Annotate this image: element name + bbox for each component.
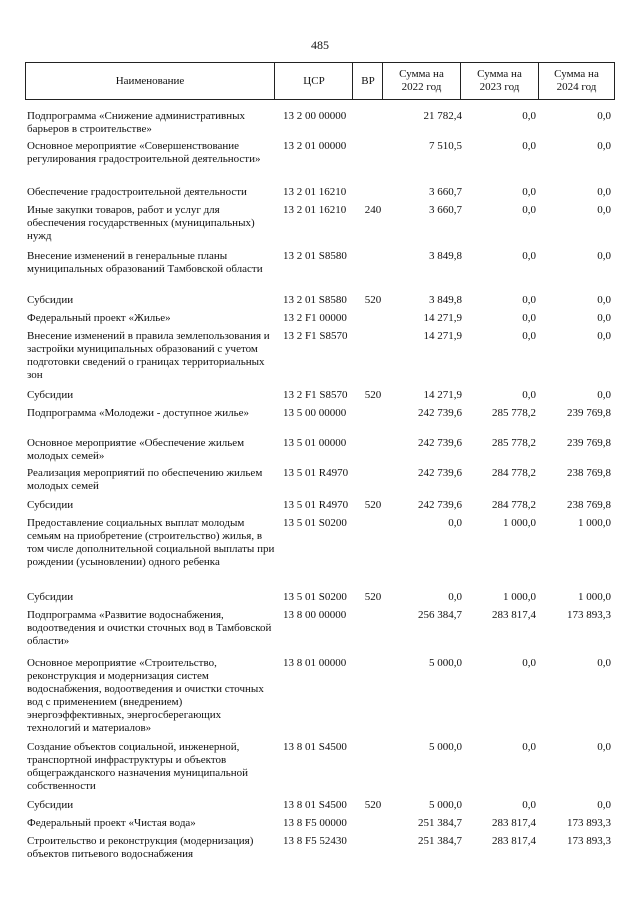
row-sum-2023: 0,0 [522, 204, 536, 216]
row-name: Субсидии [27, 799, 74, 811]
row-vr: 520 [364, 591, 382, 603]
row-csr: 13 5 01 S0200 [283, 517, 347, 529]
row-sum-2023: 0,0 [522, 140, 536, 152]
row-sum-2024: 0,0 [597, 110, 611, 122]
row-sum-2022: 3 660,7 [429, 186, 462, 198]
row-name: Реализация мероприятий по обеспечению жильем молодых семей [27, 467, 263, 492]
row-name: Строительство и реконструкция (модернизация) объектов питьевого водоснабжения [27, 835, 254, 860]
row-csr: 13 8 01 S4500 [283, 799, 347, 811]
row-sum-2024: 0,0 [597, 799, 611, 811]
row-sum-2022: 242 739,6 [418, 467, 462, 479]
header-sum-2024: Сумма на 2024 год [538, 63, 614, 99]
row-sum-2024: 173 893,3 [567, 609, 611, 621]
row-sum-2022: 5 000,0 [429, 799, 462, 811]
row-csr: 13 5 00 00000 [283, 407, 347, 419]
row-name: Федеральный проект «Жилье» [27, 312, 171, 324]
row-sum-2023: 283 817,4 [492, 835, 536, 847]
row-name: Обеспечение градостроительной деятельности [27, 186, 247, 198]
row-sum-2022: 14 271,9 [423, 389, 462, 401]
row-sum-2023: 283 817,4 [492, 609, 536, 621]
row-sum-2023: 284 778,2 [492, 499, 536, 511]
row-csr: 13 8 00 00000 [283, 609, 347, 621]
row-sum-2022: 3 849,8 [429, 250, 462, 262]
row-sum-2022: 0,0 [448, 591, 462, 603]
header-sum-2023: Сумма на 2023 год [460, 63, 538, 99]
row-sum-2022: 256 384,7 [418, 609, 462, 621]
row-sum-2024: 173 893,3 [567, 817, 611, 829]
table-header [25, 62, 615, 100]
row-sum-2022: 251 384,7 [418, 817, 462, 829]
row-sum-2024: 0,0 [597, 140, 611, 152]
page-number: 485 [311, 38, 329, 52]
row-sum-2024: 0,0 [597, 250, 611, 262]
row-sum-2022: 0,0 [448, 517, 462, 529]
row-csr: 13 8 01 00000 [283, 657, 347, 669]
row-sum-2022: 14 271,9 [423, 330, 462, 342]
row-vr: 240 [364, 204, 382, 216]
row-sum-2023: 0,0 [522, 312, 536, 324]
row-sum-2023: 0,0 [522, 330, 536, 342]
row-vr: 520 [364, 499, 382, 511]
row-sum-2022: 7 510,5 [429, 140, 462, 152]
row-name: Основное мероприятие «Совершенствование регулирования градостроительной деятельности» [27, 140, 261, 165]
row-sum-2024: 1 000,0 [578, 591, 611, 603]
row-sum-2024: 0,0 [597, 657, 611, 669]
row-csr: 13 8 01 S4500 [283, 741, 347, 753]
row-sum-2022: 14 271,9 [423, 312, 462, 324]
row-name: Внесение изменений в генеральные планы муниципальных образований Тамбовской области [27, 250, 263, 275]
row-name: Субсидии [27, 591, 74, 603]
row-sum-2024: 0,0 [597, 294, 611, 306]
row-sum-2022: 242 739,6 [418, 437, 462, 449]
row-csr: 13 2 F1 S8570 [283, 330, 348, 342]
row-csr: 13 8 F5 00000 [283, 817, 347, 829]
row-name: Основное мероприятие «Обеспечение жильем молодых семей» [27, 437, 245, 462]
row-sum-2024: 0,0 [597, 330, 611, 342]
row-sum-2022: 3 660,7 [429, 204, 462, 216]
row-sum-2022: 242 739,6 [418, 499, 462, 511]
row-csr: 13 2 00 00000 [283, 110, 347, 122]
header-vr: ВР [352, 63, 383, 99]
row-name: Создание объектов социальной, инженерной, транспортной инфраструктуры и объектов общегражданского назначения муниципальной собственности [27, 741, 249, 792]
row-name: Подпрограмма «Снижение административных барьеров в строительстве» [27, 110, 246, 135]
row-sum-2023: 0,0 [522, 657, 536, 669]
row-csr: 13 5 01 R4970 [283, 467, 349, 479]
row-sum-2024: 238 769,8 [567, 467, 611, 479]
row-sum-2024: 173 893,3 [567, 835, 611, 847]
row-sum-2024: 0,0 [597, 204, 611, 216]
row-csr: 13 5 01 00000 [283, 437, 347, 449]
row-sum-2023: 0,0 [522, 250, 536, 262]
row-sum-2024: 0,0 [597, 389, 611, 401]
row-csr: 13 2 F1 00000 [283, 312, 347, 324]
row-name: Подпрограмма «Развитие водоснабжения, водоотведения и очистки сточных вод в Тамбовской области» [27, 609, 272, 647]
row-sum-2022: 242 739,6 [418, 407, 462, 419]
row-csr: 13 2 F1 S8570 [283, 389, 348, 401]
row-sum-2023: 0,0 [522, 741, 536, 753]
row-sum-2024: 239 769,8 [567, 407, 611, 419]
row-name: Иные закупки товаров, работ и услуг для обеспечения государственных (муниципальных) нужд [27, 204, 255, 242]
header-sum-2022: Сумма на 2022 год [382, 63, 460, 99]
row-sum-2022: 3 849,8 [429, 294, 462, 306]
row-sum-2023: 285 778,2 [492, 437, 536, 449]
row-sum-2023: 1 000,0 [503, 517, 536, 529]
row-sum-2023: 0,0 [522, 186, 536, 198]
row-name: Субсидии [27, 499, 74, 511]
row-name: Федеральный проект «Чистая вода» [27, 817, 196, 829]
row-vr: 520 [364, 389, 382, 401]
row-vr: 520 [364, 294, 382, 306]
row-csr: 13 2 01 00000 [283, 140, 347, 152]
row-sum-2024: 0,0 [597, 312, 611, 324]
row-csr: 13 2 01 S8580 [283, 250, 347, 262]
row-sum-2023: 1 000,0 [503, 591, 536, 603]
row-sum-2024: 238 769,8 [567, 499, 611, 511]
row-sum-2023: 0,0 [522, 110, 536, 122]
row-name: Субсидии [27, 389, 74, 401]
row-csr: 13 2 01 16210 [283, 186, 347, 198]
row-sum-2024: 1 000,0 [578, 517, 611, 529]
row-csr: 13 5 01 S0200 [283, 591, 347, 603]
row-csr: 13 2 01 16210 [283, 204, 347, 216]
row-sum-2022: 5 000,0 [429, 657, 462, 669]
header-name: Наименование [115, 74, 185, 87]
row-sum-2023: 0,0 [522, 799, 536, 811]
row-sum-2022: 5 000,0 [429, 741, 462, 753]
row-sum-2023: 284 778,2 [492, 467, 536, 479]
row-name: Подпрограмма «Молодежи - доступное жилье» [27, 407, 249, 419]
row-csr: 13 8 F5 52430 [283, 835, 347, 847]
row-sum-2024: 239 769,8 [567, 437, 611, 449]
row-vr: 520 [364, 799, 382, 811]
header-csr: ЦСР [274, 63, 353, 99]
row-sum-2023: 0,0 [522, 389, 536, 401]
row-sum-2024: 0,0 [597, 741, 611, 753]
row-name: Основное мероприятие «Строительство, реконструкция и модернизация систем водоснабжения, водоотведения и очистки сточных вод с применением (внедрением) энергоэффективных, энергосберегающих технологий и материалов» [27, 657, 264, 734]
row-name: Субсидии [27, 294, 74, 306]
row-sum-2022: 251 384,7 [418, 835, 462, 847]
row-sum-2022: 21 782,4 [423, 110, 462, 122]
row-sum-2023: 283 817,4 [492, 817, 536, 829]
row-csr: 13 5 01 R4970 [283, 499, 349, 511]
row-sum-2024: 0,0 [597, 186, 611, 198]
row-csr: 13 2 01 S8580 [283, 294, 347, 306]
row-name: Предоставление социальных выплат молодым семьям на приобретение (строительство) жилья, в том числе дополнительной социальной выплаты при рождении (усыновлении) одного ребенка [27, 517, 275, 568]
row-sum-2023: 285 778,2 [492, 407, 536, 419]
row-name: Внесение изменений в правила землепользования и застройки муниципальных образований с учетом подготовки сведений о границах территориальных зон [27, 330, 270, 381]
row-sum-2023: 0,0 [522, 294, 536, 306]
